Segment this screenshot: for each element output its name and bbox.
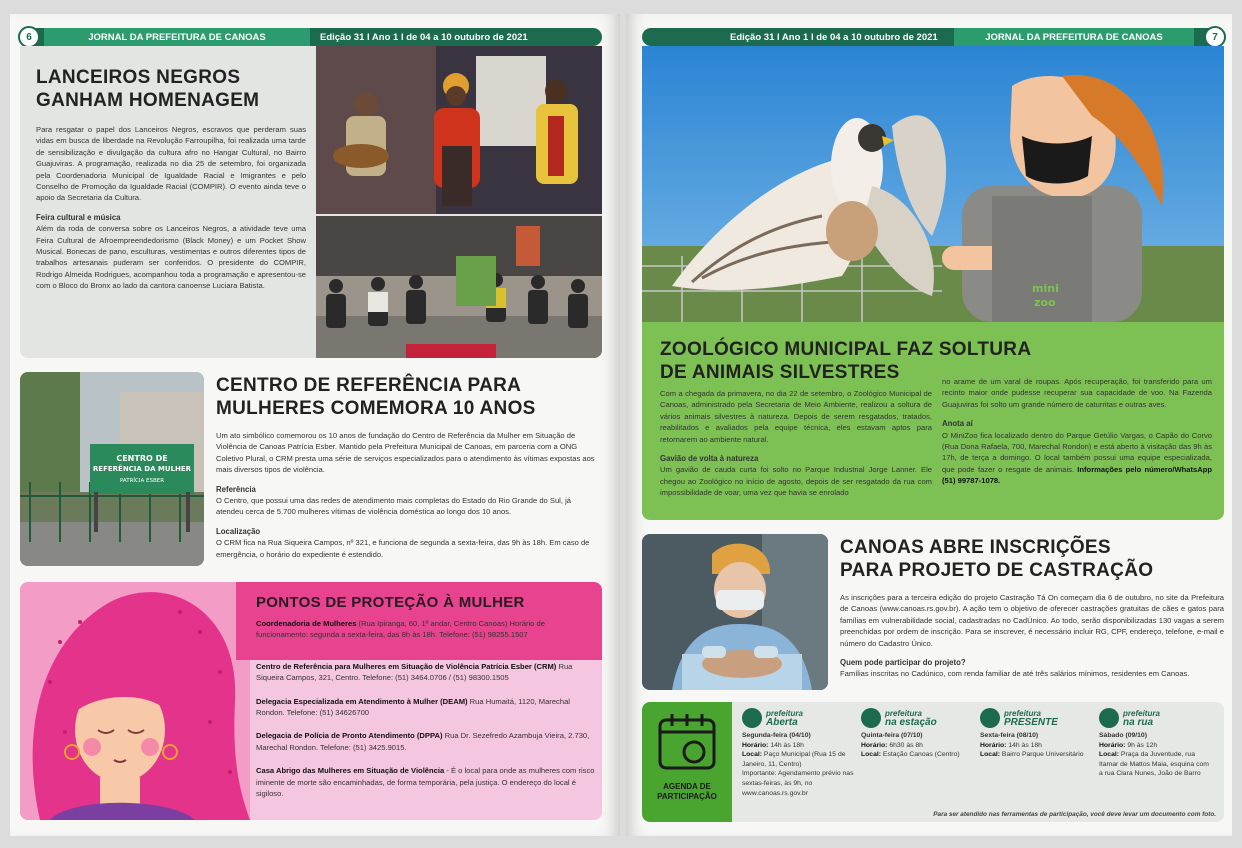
pontos-item-name: Coordenadoria de Mulheres [256, 619, 357, 628]
agenda-column [861, 708, 980, 808]
pontos-item-text: Rua Humaitá, 1120, Marechal Rondon. Telefone: (51) 34626700 [256, 696, 570, 718]
zoo-col-1 [660, 388, 932, 499]
pontos-item-name: Centro de Referência para Mulheres em Situação de Violência Patrícia Esber (CRM) [256, 661, 557, 671]
pontos-item-text: Rua Dr. Sezefredo Azambuja Vieira, 2.730, Marechal Rondon. Telefone: (51) 3425.9015. [256, 731, 590, 752]
agenda-hour-label: Horário: [980, 741, 1007, 749]
agenda-brand: prefeitura [1004, 709, 1041, 718]
agenda-hour: 14h às 18h [1006, 741, 1042, 749]
pontos-title: PONTOS DE PROTEÇÃO À MULHER [256, 594, 525, 611]
vet-surgery-photo [642, 534, 828, 690]
agenda-program-name: Aberta [766, 717, 798, 728]
check-circle-icon [980, 708, 1000, 728]
pontos-item-text: Rua Siqueira Campos, 321, Centro. Telefone: (51) 3464.0706 / (51) 98300.1505 [256, 661, 573, 683]
agenda-footnote: Para ser atendido nas ferramentas de participação, você deve levar um documento com foto. [933, 811, 1216, 818]
lanceiros-paragraph-1: Para resgatar o papel dos Lanceiros Negros, escravos que perderam suas vidas em busca de liberdade na Revolução Farroupilha, foi realizada uma tarde de sensibilização e divulgação da cultura afro no Hangar Cultural, no Bairro Guajuviras. A programação, realizada no dia 25 de setembro, foi organizada pela Coordenadoria Municipal de Igualdade Racial e Imigrantes e pelo Conselho de Promoção da Igualdade Racial (COMPIR). O evento ainda teve o apoio da Secretaria da Cultura. [36, 125, 306, 203]
right-page [626, 14, 1232, 836]
zoo-subtitle-1: Gavião de volta à natureza [660, 454, 759, 464]
sign-line-2: REFERÊNCIA DA MULHER [92, 465, 192, 473]
castracao-paragraph-1: As inscrições para a terceira edição do projeto Castração Tá On começam dia 6 de outubro, no site da Prefeitura de Canoas (www.canoas.rs.gov.br). A ação tem o objetivo de oferecer castrações gratuitas de cães e gatos para famílias em vulnerabilidade social, cadastradas no CadÚnico. Ao todo, serão disponibilizadas 130 vagas a serem preenchidas por ordem de inscrição. Para se inscrever, é necessário incluir RG, CPF, endereço, telefone, e-mail e número do Cadastro Único. [840, 593, 1224, 648]
agenda-hour-label: Horário: [742, 741, 769, 749]
minizoo-logo-2: zoo [1034, 296, 1056, 309]
castracao-title-2: PARA PROJETO DE CASTRAÇÃO [840, 560, 1154, 581]
castracao-paragraph-2: Famílias inscritas no Cadúnico, com renda familiar de até três salários mínimos, residentes em Canoas. [840, 669, 1190, 679]
person-icon [1099, 708, 1119, 728]
agenda-place-label: Local: [742, 751, 763, 759]
zoo-paragraph-3: no arame de um varal de roupas. Após recuperação, foi transferido para um recinto maior onde pudesse recuperar sua capacidade de voo. Na Fazenda Guajuviras foi solto um grande número de caturritas e outras aves. [942, 377, 1212, 409]
centro-paragraph-1: Um ato simbólico comemorou os 10 anos de fundação do Centro de Referência da Mulher em Situação de Violência de Canoas Patrícia Esber. Mantido pela Prefeitura Municipal de Canoas, em parceria com a ONG Coletivo Plural, o CRM presta uma série de serviços especializados para o atendimento às vítimas expostas aos mais diversos tipos de violência. [216, 431, 595, 475]
agenda-hour: 14h às 18h [768, 741, 804, 749]
lanceiros-paragraph-2: Além da roda de conversa sobre os Lanceiros Negros, a atividade teve uma Feira Cultural de Afroempreendedorismo (Black Money) e um Pocket Show Musical. Bonecas de pano, esculturas, vestimentas e outros diferentes tipos de trabalhos artesanais puderam ser conferidos. O presidente do COMPIR, Rodrigo Almeida Rodrigues, acompanhou toda a programação e apresentou-se com o Bloco do Bronx ao lado da cantora canoense Luciara Batista. [36, 224, 306, 291]
left-page [10, 14, 620, 836]
centro-title-2: MULHERES COMEMORA 10 ANOS [216, 398, 536, 419]
agenda-place-label: Local: [980, 751, 1001, 759]
zoo-paragraph-1: Com a chegada da primavera, no dia 22 de setembro, o Zoológico Municipal de Canoas, administrado pela Secretaria de Meio Ambiente, realizou a soltura de vários animais silvestres à natureza. Depois de serem resgatados, tratados, reabilitados e avaliados pela equipe técnica, eles estavam aptos para retornarem ao ambiente natural. [660, 389, 932, 444]
zoo-paragraph-4: O MiniZoo fica localizado dentro do Parque Getúlio Vargas, o Capão do Corvo (Rua Dona Rafaela, 700, Marechal Rondon) e está aberto à visitação das 9h às 17h, de terça a domingo. O local também possui uma equipe especializada, que pode fazer o resgate de animais. [942, 430, 1212, 474]
agenda-hour-label: Horário: [1099, 741, 1126, 749]
zoo-paragraph-2: Um gavião de cauda curta foi solto no Parque Industrial Jorge Lanner. Ele chegou ao Zoológico no início de agosto, depois de ser resgatado da rua com impossibilidade de voar, uma vez que havia se enrolado [660, 465, 932, 498]
agenda-hour: 9h às 12h [1125, 741, 1158, 749]
pontos-item-name: Delegacia de Polícia de Pronto Atendimento (DPPA) [256, 731, 443, 741]
agenda-label-block [642, 702, 732, 822]
agenda-place: Paço Municipal (Rua 15 de Janeiro, 11, Centro) [742, 751, 846, 768]
agenda-program-name: na rua [1123, 717, 1154, 728]
musicians-photo [316, 46, 602, 214]
agenda-place: Estação Canoas (Centro) [881, 751, 960, 759]
zoo-title-2: DE ANIMAIS SILVESTRES [660, 362, 900, 383]
centro-paragraph-2: O Centro, que possui uma das redes de atendimento mais completas do Estado do Rio Grande do Sul, já atendeu cerca de 5.700 mulheres vítimas de violência doméstica ao longo dos 10 anos. [216, 496, 572, 517]
speech-bubble-icon [742, 708, 762, 728]
agenda-place: Bairro Parque Universitário [1000, 751, 1084, 759]
agenda-place-label: Local: [861, 751, 882, 759]
castracao-subtitle: Quem pode participar do projeto? [840, 658, 966, 668]
agenda-label-2: PARTICIPAÇÃO [657, 792, 717, 801]
right-page-header [642, 28, 1224, 46]
agenda-brand: prefeitura [766, 709, 803, 718]
pontos-item [256, 730, 596, 753]
zoo-subtitle-2: Anota aí [942, 419, 973, 429]
centro-subtitle-2: Localização [216, 526, 261, 536]
pontos-item [256, 618, 596, 641]
pontos-item [256, 765, 596, 799]
agenda-extra: Importante: Agendamento prévio nas sextas-feiras, às 9h, no www.canoas.rs.gov.br [742, 770, 854, 797]
agenda-day: Sexta-feira (08/10) [980, 732, 1039, 739]
agenda-day: Quinta-feira (07/10) [861, 732, 923, 739]
zoo-article [642, 46, 1224, 520]
agenda-hour-label: Horário: [861, 741, 888, 749]
page-number-right: 7 [1204, 26, 1226, 48]
page-number: 6 [18, 26, 40, 48]
agenda-day: Segunda-feira (04/10) [742, 732, 811, 739]
left-page-header [20, 28, 602, 46]
castracao-title-1: CANOAS ABRE INSCRIÇÕES [840, 537, 1111, 558]
castracao-article [840, 536, 1224, 680]
lanceiros-title-1: LANCEIROS NEGROS [36, 67, 241, 88]
sign-line-3: PATRÍCIA ESBER [119, 478, 165, 484]
agenda-column [980, 708, 1099, 808]
centro-article [216, 374, 600, 560]
pontos-item [256, 661, 596, 684]
zoo-contact: Informações pelo número/WhatsApp (51) 99787-1078. [942, 464, 1212, 486]
agenda-day: Sábado (09/10) [1099, 732, 1147, 739]
pontos-item [256, 696, 596, 719]
woman-illustration [20, 582, 250, 820]
agenda-column [1099, 708, 1218, 808]
audience-photo [316, 216, 602, 358]
pontos-protecao-box [20, 582, 602, 820]
sign-line-1: CENTRO DE [116, 454, 168, 463]
calendar-icon [642, 702, 732, 782]
centro-paragraph-3: O CRM fica na Rua Siqueira Campos, nº 321, e funciona de segunda a sexta-feira, das 9h às 18h. Em caso de emergência, o horário do expediente é estendido. [216, 538, 590, 559]
pontos-item-text: (Rua Ipiranga, 60, 1º andar, Centro Canoas) Horário de funcionamento: segunda a sexta-feira, das 8h às 18h. Telefone: (51) 98255.1507 [256, 619, 545, 640]
agenda-program-name: PRESENTE [1004, 717, 1058, 728]
agenda-place-label: Local: [1099, 751, 1120, 759]
agenda-box [642, 702, 1224, 822]
agenda-place: Praça da Juventude, rua Itamar de Mattos Maia, esquina com a rua Clara Nunes, João de Barro [1099, 751, 1209, 778]
lanceiros-subtitle: Feira cultural e música [36, 212, 121, 222]
minizoo-logo-1: mini [1032, 282, 1059, 295]
edition-info: Edição 31 I Ano 1 I de 04 a 10 outubro de 2021 [320, 31, 528, 43]
pontos-item-name: Delegacia Especializada em Atendimento à Mulher (DEAM) [256, 696, 468, 706]
hawk-release-photo [642, 46, 1224, 322]
lanceiros-article [20, 46, 602, 358]
zoo-col-2 [942, 376, 1212, 487]
agenda-label-1: AGENDA DE [663, 782, 711, 791]
edition-info-right: Edição 31 I Ano 1 I de 04 a 10 outubro de 2021 [730, 31, 938, 43]
centro-subtitle-1: Referência [216, 484, 256, 494]
agenda-program-name: na estação [885, 717, 937, 728]
pontos-content [256, 594, 596, 799]
centro-title-1: CENTRO DE REFERÊNCIA PARA [216, 375, 522, 396]
journal-title: JORNAL DA PREFEITURA DE CANOAS [44, 28, 310, 46]
agenda-brand: prefeitura [885, 709, 922, 718]
agenda-brand: prefeitura [1123, 709, 1160, 718]
bus-icon [861, 708, 881, 728]
agenda-column [742, 708, 861, 808]
zoo-title-1: ZOOLÓGICO MUNICIPAL FAZ SOLTURA [660, 339, 1032, 360]
lanceiros-title-2: GANHAM HOMENAGEM [36, 90, 260, 111]
pontos-item-text: - É o local para onde as mulheres com risco iminente de morte são encaminhadas, de forma temporária, pela justiça. O endereço do local é sigiloso. [256, 766, 595, 799]
journal-title-right: JORNAL DA PREFEITURA DE CANOAS [954, 28, 1194, 46]
agenda-hour: 6h30 às 8h [887, 741, 923, 749]
pontos-item-name: Casa Abrigo das Mulheres em Situação de Violência [256, 766, 445, 776]
crm-building-photo [20, 372, 204, 566]
